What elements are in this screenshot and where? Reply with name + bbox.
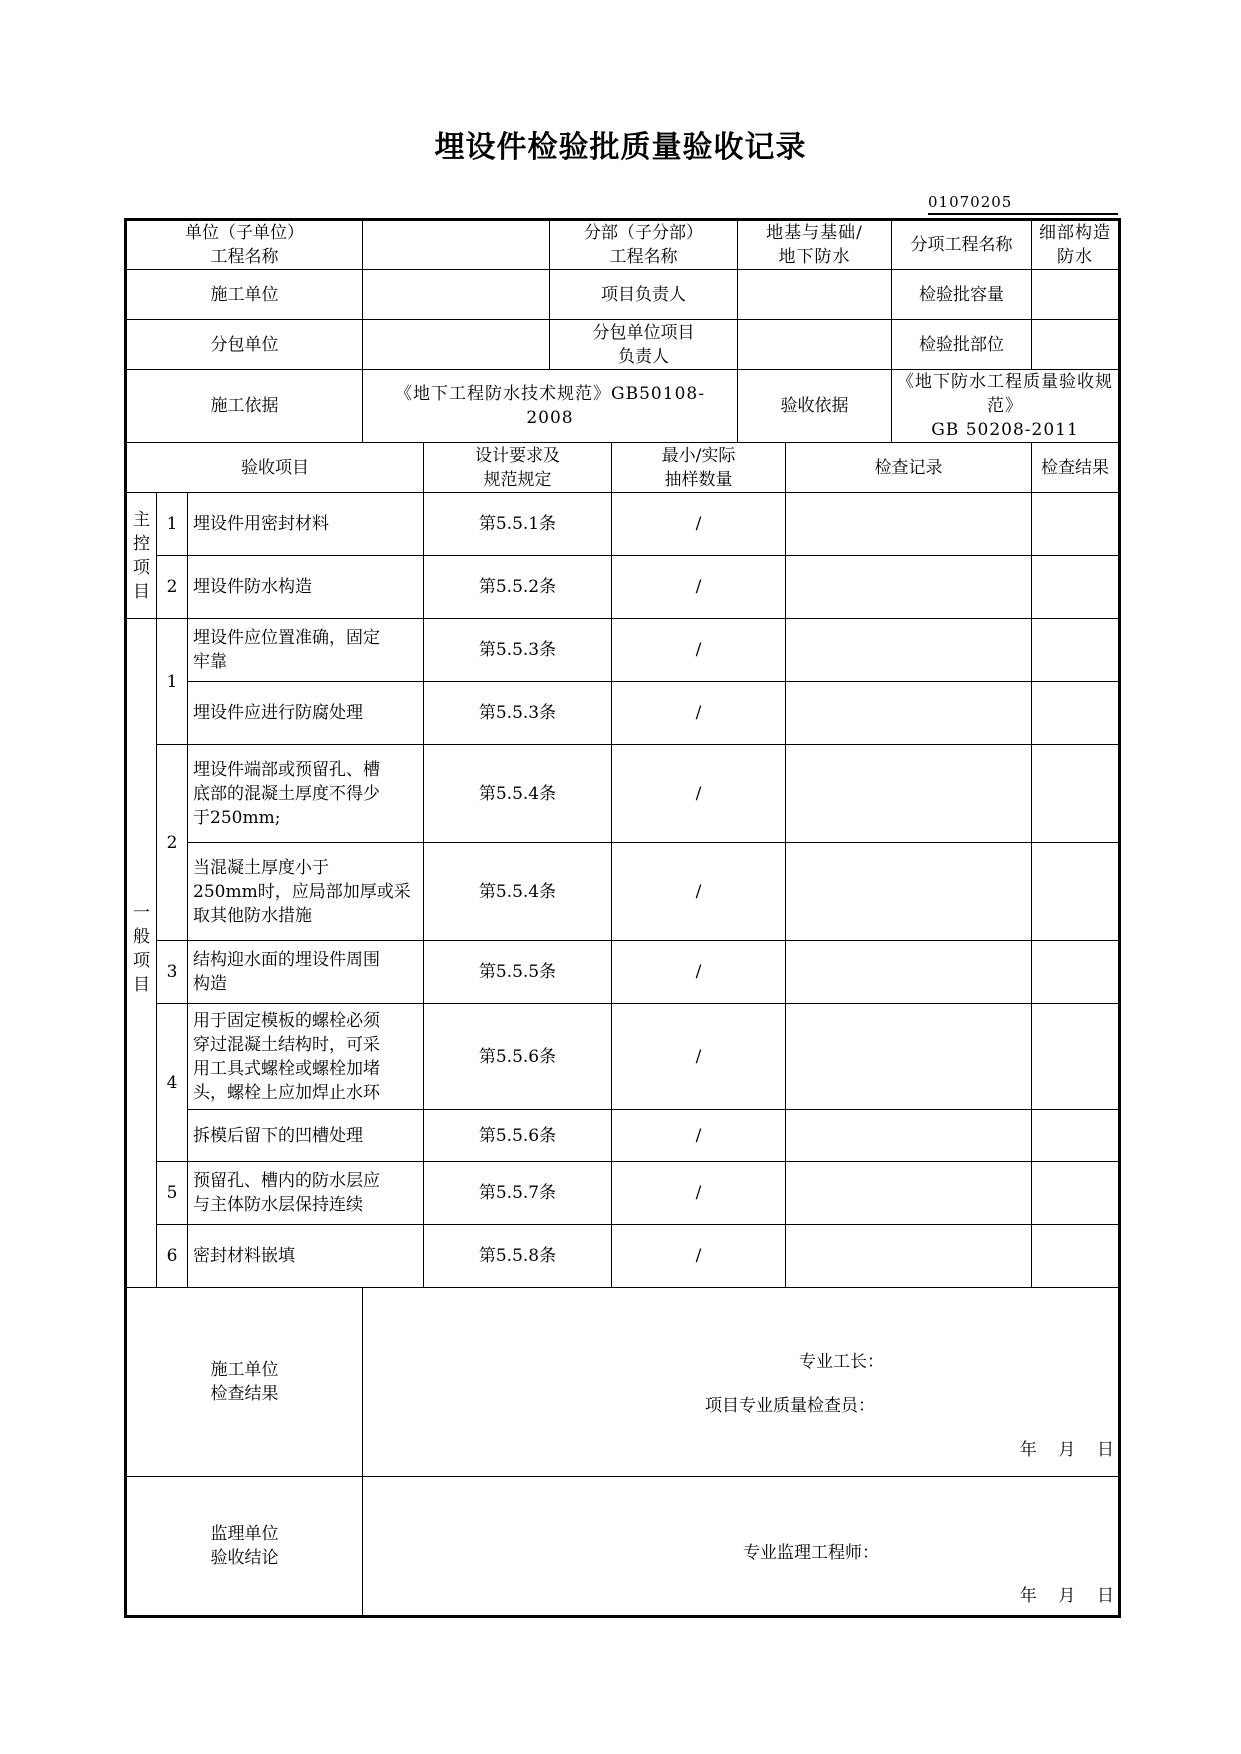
contractor-date: 年 月 日 <box>1019 1440 1115 1460</box>
main-control-label: 主 控 项 目 <box>126 493 157 619</box>
item-no: 3 <box>157 941 188 1004</box>
col-requirement: 设计要求及 规范规定 <box>424 443 612 493</box>
item-record[interactable] <box>786 745 1032 843</box>
item-record[interactable] <box>786 619 1032 682</box>
division-name-value: 地基与基础/ 地下防水 <box>738 220 892 270</box>
acceptance-basis-value: 《地下防水工程质量验收规范》 GB 50208-2011 <box>892 370 1120 443</box>
item-clause: 第5.5.3条 <box>424 682 612 745</box>
project-manager-value[interactable] <box>738 270 892 320</box>
table-row <box>126 493 1120 556</box>
item-text: 拆模后留下的凹槽处理 <box>188 1110 424 1162</box>
subitem-name-label: 分项工程名称 <box>892 220 1032 270</box>
item-sample[interactable]: / <box>612 1110 786 1162</box>
item-text: 埋设件应位置准确，固定 牢靠 <box>188 619 424 682</box>
item-no: 6 <box>157 1225 188 1288</box>
general-label: 一 般 项 目 <box>126 619 157 1288</box>
item-result[interactable] <box>1032 619 1120 682</box>
item-no: 2 <box>157 556 188 619</box>
table-row <box>126 941 1120 1004</box>
header-row-contractor <box>126 270 1120 320</box>
table-row <box>126 1004 1120 1110</box>
item-result[interactable] <box>1032 745 1120 843</box>
contractor-label: 施工单位 <box>126 270 363 320</box>
header-row-project <box>126 220 1120 270</box>
subitem-name-value: 细部构造防水 <box>1032 220 1120 270</box>
item-clause: 第5.5.6条 <box>424 1110 612 1162</box>
table-row <box>126 1225 1120 1288</box>
division-name-label: 分部（子分部） 工程名称 <box>550 220 738 270</box>
item-record[interactable] <box>786 843 1032 941</box>
item-text: 埋设件应进行防腐处理 <box>188 682 424 745</box>
item-record[interactable] <box>786 556 1032 619</box>
item-no: 4 <box>157 1004 188 1162</box>
item-clause: 第5.5.4条 <box>424 745 612 843</box>
item-result[interactable] <box>1032 843 1120 941</box>
item-sample[interactable]: / <box>612 843 786 941</box>
item-result[interactable] <box>1032 1110 1120 1162</box>
supervisor-date: 年 月 日 <box>1019 1586 1115 1606</box>
table-row <box>126 556 1120 619</box>
item-clause: 第5.5.8条 <box>424 1225 612 1288</box>
acceptance-record-table <box>124 218 1121 1618</box>
item-record[interactable] <box>786 682 1032 745</box>
item-clause: 第5.5.1条 <box>424 493 612 556</box>
batch-capacity-label: 检验批容量 <box>892 270 1032 320</box>
item-no: 1 <box>157 619 188 745</box>
item-record[interactable] <box>786 1110 1032 1162</box>
item-sample[interactable]: / <box>612 941 786 1004</box>
item-result[interactable] <box>1032 1004 1120 1110</box>
unit-name-value[interactable] <box>363 220 550 270</box>
item-sample[interactable]: / <box>612 493 786 556</box>
subcontractor-label: 分包单位 <box>126 320 363 370</box>
table-row <box>126 619 1120 682</box>
form-code-text: 01070205 <box>928 193 1013 211</box>
item-result[interactable] <box>1032 1225 1120 1288</box>
item-clause: 第5.5.5条 <box>424 941 612 1004</box>
item-result[interactable] <box>1032 682 1120 745</box>
batch-capacity-value[interactable] <box>1032 270 1120 320</box>
table-row <box>126 1162 1120 1225</box>
sub-manager-value[interactable] <box>738 320 892 370</box>
subcontractor-value[interactable] <box>363 320 550 370</box>
construction-basis-label: 施工依据 <box>126 370 363 443</box>
item-no: 5 <box>157 1162 188 1225</box>
item-clause: 第5.5.3条 <box>424 619 612 682</box>
supervisor-check-label: 监理单位 验收结论 <box>126 1477 363 1617</box>
supervisor-check-row <box>126 1477 1120 1617</box>
supervising-engineer-label: 专业监理工程师： <box>743 1543 879 1563</box>
item-clause: 第5.5.2条 <box>424 556 612 619</box>
item-text: 当混凝土厚度小于 250mm时，应局部加厚或采 取其他防水措施 <box>188 843 424 941</box>
item-text: 埋设件端部或预留孔、槽 底部的混凝土厚度不得少 于250mm; <box>188 745 424 843</box>
contractor-value[interactable] <box>363 270 550 320</box>
item-text: 密封材料嵌填 <box>188 1225 424 1288</box>
table-row <box>126 682 1120 745</box>
item-result[interactable] <box>1032 493 1120 556</box>
col-result: 检查结果 <box>1032 443 1120 493</box>
item-record[interactable] <box>786 1004 1032 1110</box>
item-result[interactable] <box>1032 941 1120 1004</box>
header-row-basis <box>126 370 1120 443</box>
item-text: 用于固定模板的螺栓必须 穿过混凝土结构时，可采 用工具式螺栓或螺栓加堵 头，螺栓上应加焊止水环 <box>188 1004 424 1110</box>
item-no: 1 <box>157 493 188 556</box>
item-sample[interactable]: / <box>612 1225 786 1288</box>
col-record: 检查记录 <box>786 443 1032 493</box>
supervisor-check-area[interactable] <box>363 1477 1120 1617</box>
sub-manager-label: 分包单位项目 负责人 <box>550 320 738 370</box>
unit-name-label: 单位（子单位） 工程名称 <box>126 220 363 270</box>
item-record[interactable] <box>786 1162 1032 1225</box>
col-sample: 最小/实际 抽样数量 <box>612 443 786 493</box>
item-clause: 第5.5.7条 <box>424 1162 612 1225</box>
table-row <box>126 1110 1120 1162</box>
item-result[interactable] <box>1032 556 1120 619</box>
batch-location-value[interactable] <box>1032 320 1120 370</box>
project-manager-label: 项目负责人 <box>550 270 738 320</box>
foreman-label: 专业工长： <box>799 1352 884 1372</box>
header-row-subcontractor <box>126 320 1120 370</box>
column-header-row <box>126 443 1120 493</box>
contractor-check-row <box>126 1288 1120 1477</box>
col-item: 验收项目 <box>126 443 424 493</box>
item-text: 预留孔、槽内的防水层应 与主体防水层保持连续 <box>188 1162 424 1225</box>
item-sample[interactable]: / <box>612 745 786 843</box>
item-text: 埋设件用密封材料 <box>188 493 424 556</box>
item-sample[interactable]: / <box>612 619 786 682</box>
form-code <box>928 193 1118 215</box>
item-no: 2 <box>157 745 188 941</box>
item-sample[interactable]: / <box>612 1004 786 1110</box>
table-row <box>126 843 1120 941</box>
item-clause: 第5.5.4条 <box>424 843 612 941</box>
item-sample[interactable]: / <box>612 556 786 619</box>
item-sample[interactable]: / <box>612 1162 786 1225</box>
acceptance-basis-label: 验收依据 <box>738 370 892 443</box>
contractor-check-area[interactable] <box>363 1288 1120 1477</box>
page-title: 埋设件检验批质量验收记录 <box>434 130 807 165</box>
item-record[interactable] <box>786 941 1032 1004</box>
item-text: 结构迎水面的埋设件周围 构造 <box>188 941 424 1004</box>
item-record[interactable] <box>786 493 1032 556</box>
item-text: 埋设件防水构造 <box>188 556 424 619</box>
item-result[interactable] <box>1032 1162 1120 1225</box>
item-record[interactable] <box>786 1225 1032 1288</box>
quality-inspector-label: 项目专业质量检查员： <box>705 1396 875 1416</box>
batch-location-label: 检验批部位 <box>892 320 1032 370</box>
item-sample[interactable]: / <box>612 682 786 745</box>
construction-basis-value: 《地下工程防水技术规范》GB50108- 2008 <box>363 370 738 443</box>
item-clause: 第5.5.6条 <box>424 1004 612 1110</box>
table-row <box>126 745 1120 843</box>
contractor-check-label: 施工单位 检查结果 <box>126 1288 363 1477</box>
